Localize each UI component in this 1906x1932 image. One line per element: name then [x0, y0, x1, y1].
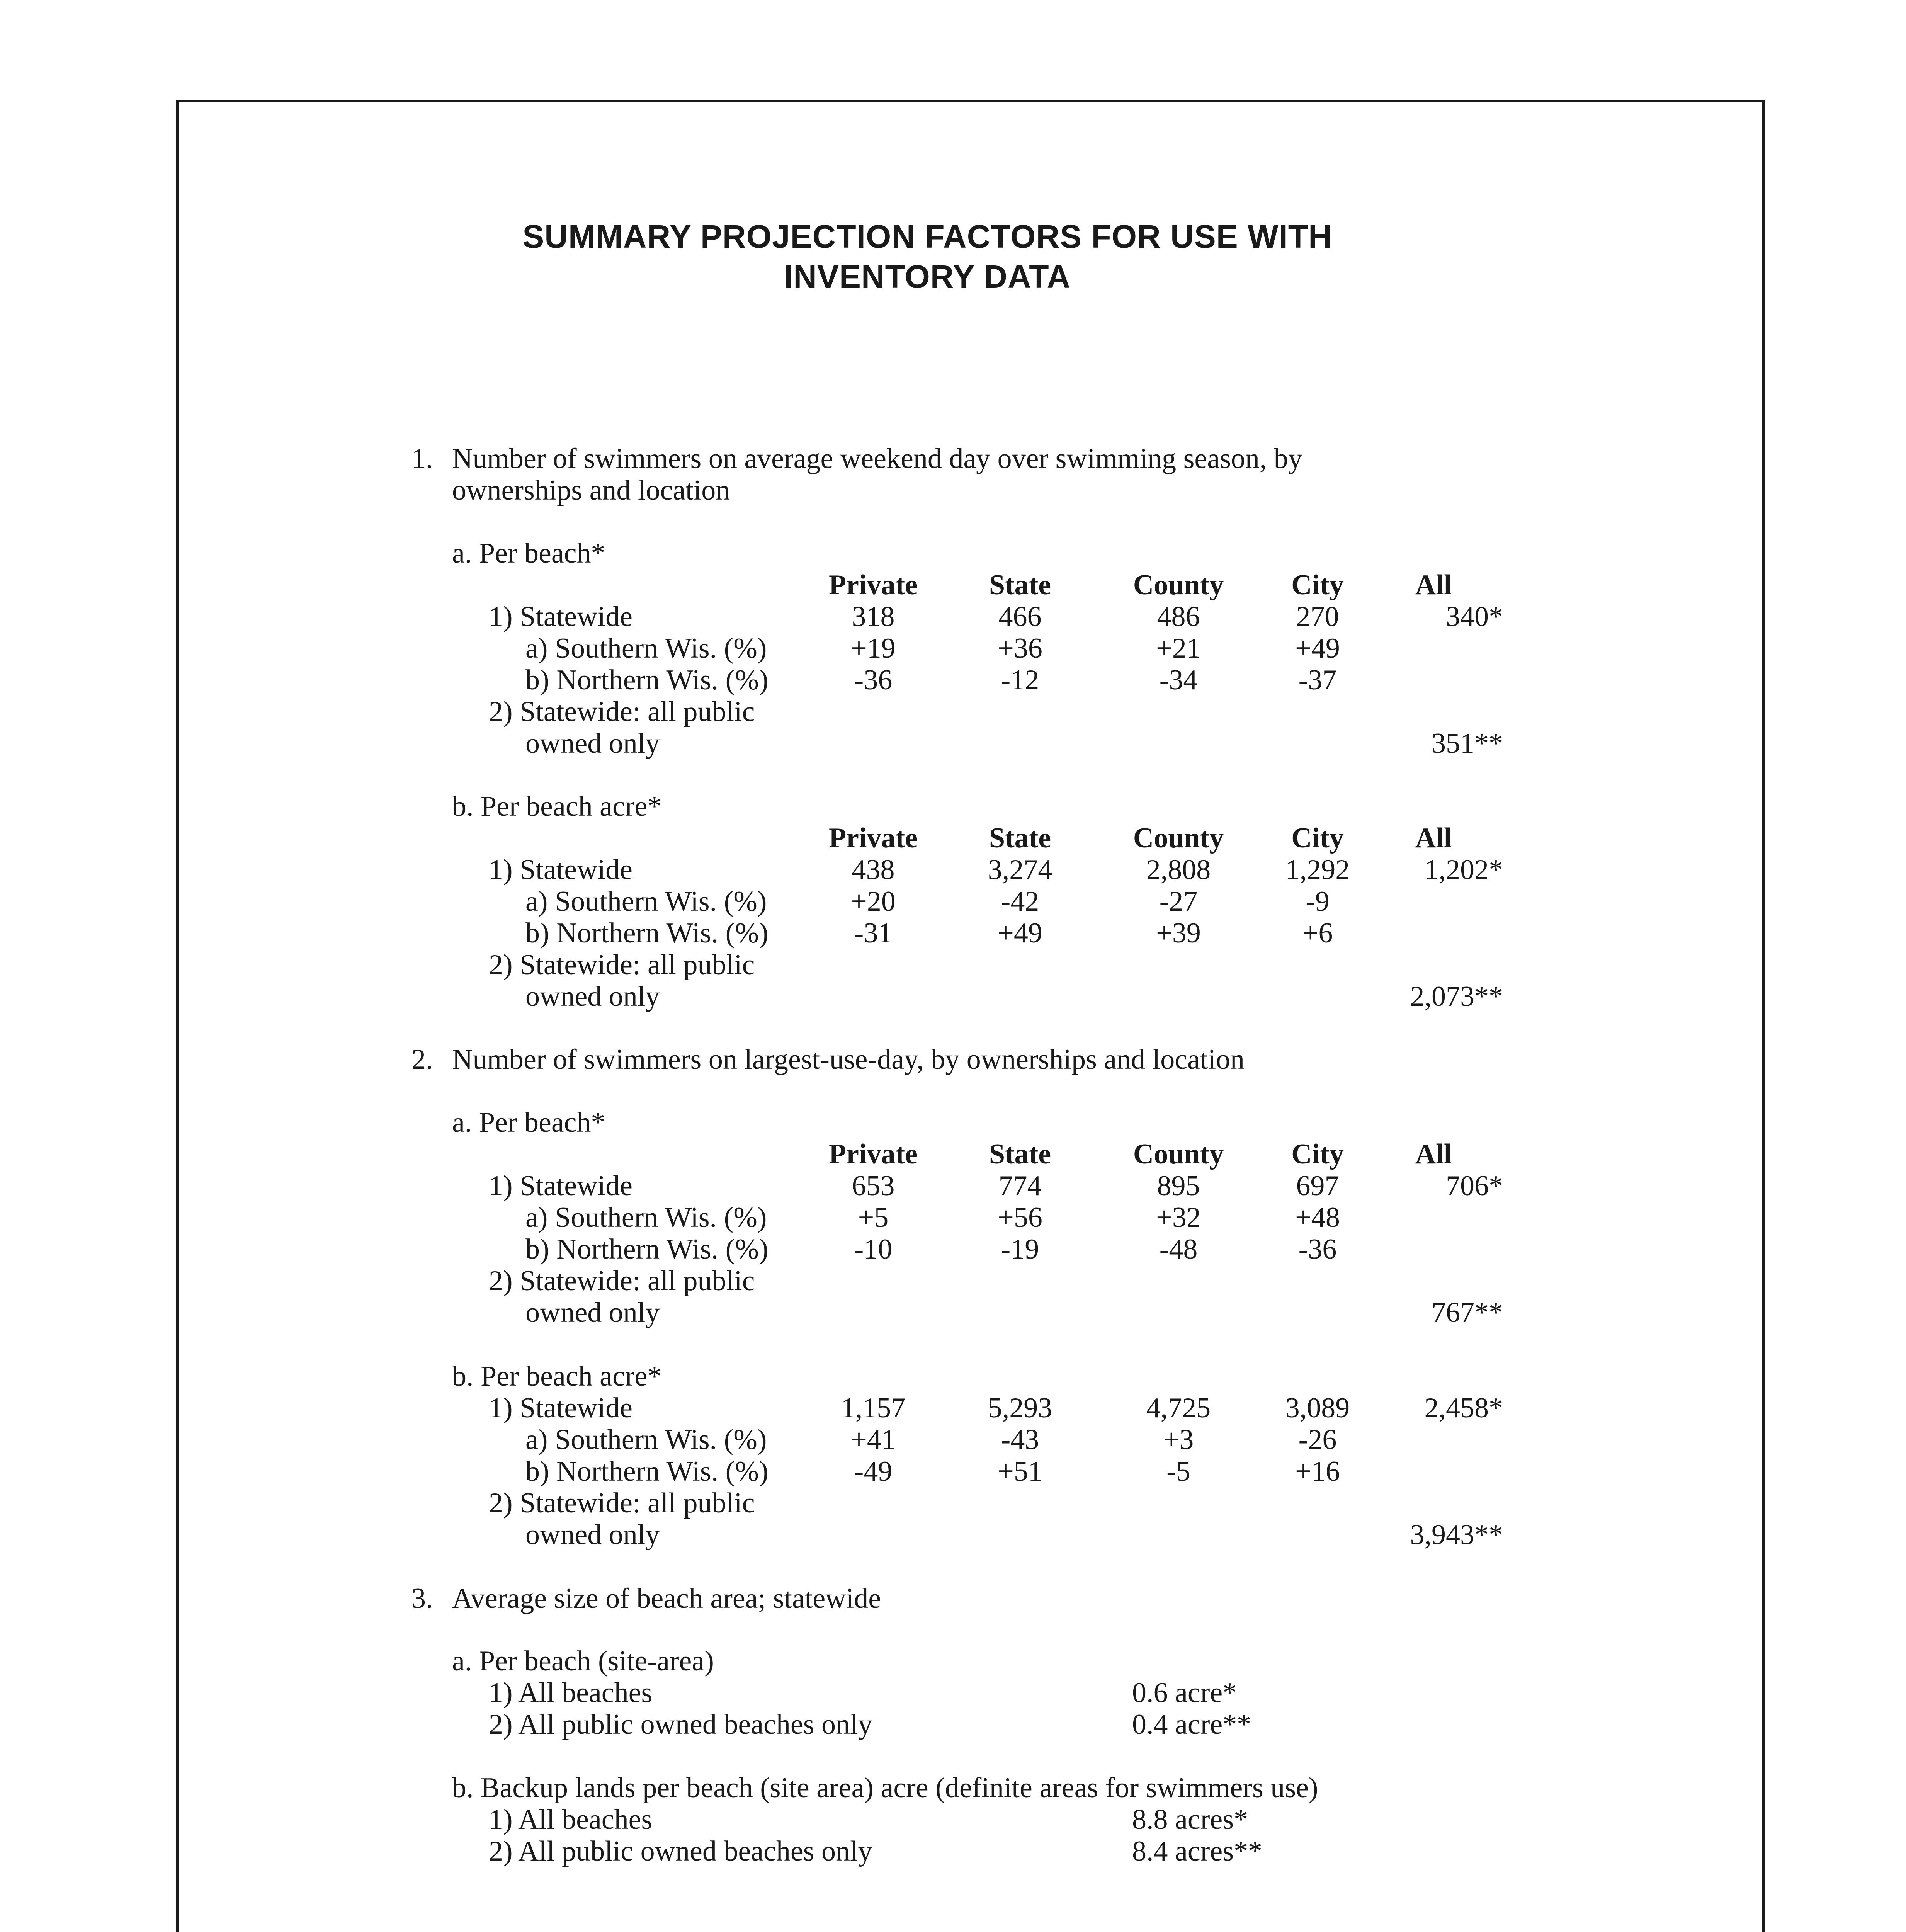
table-cell-all: 767** [1432, 1297, 1503, 1328]
table-cell: 318 [852, 601, 895, 633]
section-heading: Number of swimmers on average weekend day over swimming season, by [452, 443, 1302, 474]
table-cell: -34 [1159, 664, 1198, 696]
column-header: City [1291, 569, 1344, 601]
page-title [386, 216, 1468, 297]
row-label: b) Northern Wis. (%) [525, 917, 769, 949]
column-header: All [1415, 1138, 1452, 1170]
page-frame [176, 100, 1765, 1932]
table-cell-all: 340* [1446, 601, 1503, 633]
table-cell: 2,808 [1146, 854, 1211, 886]
table-cell: 8.4 acres** [1132, 1835, 1262, 1867]
column-header: All [1415, 822, 1452, 854]
table-cell: -9 [1306, 886, 1330, 917]
table-cell: -43 [1001, 1424, 1039, 1456]
row-label: owned only [525, 1297, 660, 1328]
section-number: 3. [411, 1583, 433, 1614]
row-label: 2) Statewide: all public [489, 1265, 755, 1297]
table-cell-all: 706* [1446, 1170, 1503, 1202]
table-cell: -42 [1001, 886, 1039, 917]
column-header: Private [828, 569, 918, 601]
subsection-label: b. Per beach acre* [452, 791, 662, 822]
table-cell: 3,274 [988, 854, 1052, 886]
column-header: All [1415, 569, 1452, 601]
table-cell: 1,157 [841, 1392, 906, 1424]
table-cell: +32 [1156, 1202, 1201, 1233]
table-cell: +49 [1295, 633, 1340, 664]
table-cell-all: 1,202* [1424, 854, 1503, 886]
column-header: State [989, 569, 1051, 601]
table-cell: 438 [852, 854, 895, 886]
row-label: 1) Statewide [489, 1392, 632, 1424]
subsection-label: b. Backup lands per beach (site area) acre (definite areas for swimmers use) [452, 1772, 1318, 1804]
table-cell: 5,293 [988, 1392, 1052, 1424]
row-label: a) Southern Wis. (%) [525, 1202, 767, 1233]
table-cell: -49 [854, 1456, 893, 1487]
table-cell: +21 [1156, 633, 1201, 664]
column-header: Private [828, 822, 918, 854]
row-label: 1) Statewide [489, 601, 632, 633]
row-label: owned only [525, 728, 660, 759]
table-cell: 1,292 [1285, 854, 1350, 886]
table-cell: +49 [998, 917, 1042, 949]
subsection-label: b. Per beach acre* [452, 1361, 662, 1392]
table-cell: -31 [854, 917, 893, 949]
table-cell-all: 2,073** [1410, 981, 1503, 1012]
table-cell: +16 [1295, 1456, 1340, 1487]
column-header: City [1291, 1138, 1344, 1170]
row-label: 1) All beaches [489, 1677, 653, 1709]
table-cell: 653 [852, 1170, 895, 1202]
column-header: County [1133, 822, 1224, 854]
table-cell: +41 [851, 1424, 896, 1456]
table-cell: -5 [1166, 1456, 1190, 1487]
title-line-1: SUMMARY PROJECTION FACTORS FOR USE WITH [522, 218, 1332, 255]
row-label: b) Northern Wis. (%) [525, 1233, 769, 1265]
row-label: 1) Statewide [489, 1170, 632, 1202]
row-label: owned only [525, 981, 660, 1012]
table-cell: 4,725 [1146, 1392, 1211, 1424]
table-cell-all: 351** [1432, 728, 1503, 759]
row-label: 2) Statewide: all public [489, 949, 755, 981]
column-header: State [989, 1138, 1051, 1170]
table-cell: 895 [1157, 1170, 1200, 1202]
row-label: 2) All public owned beaches only [489, 1709, 872, 1740]
subsection-label: a. Per beach (site-area) [452, 1645, 714, 1677]
column-header: City [1291, 822, 1344, 854]
table-cell: -12 [1001, 664, 1039, 696]
table-cell: +39 [1156, 917, 1201, 949]
table-cell: 0.6 acre* [1132, 1677, 1237, 1709]
row-label: 1) All beaches [489, 1804, 653, 1835]
table-cell-all: 2,458* [1424, 1392, 1503, 1424]
row-label: owned only [525, 1519, 660, 1551]
table-cell: 270 [1296, 601, 1339, 633]
row-label: a) Southern Wis. (%) [525, 1424, 767, 1456]
row-label: 2) Statewide: all public [489, 1487, 755, 1519]
table-cell: 774 [998, 1170, 1042, 1202]
row-label: b) Northern Wis. (%) [525, 664, 769, 696]
table-cell: +3 [1163, 1424, 1194, 1456]
table-cell-all: 3,943** [1410, 1519, 1503, 1551]
table-cell: 3,089 [1285, 1392, 1350, 1424]
table-cell: +51 [998, 1456, 1042, 1487]
section-heading: ownerships and location [452, 474, 730, 506]
column-header: Private [828, 1138, 918, 1170]
column-header: County [1133, 569, 1224, 601]
table-cell: 697 [1296, 1170, 1339, 1202]
table-cell: 8.8 acres* [1132, 1804, 1248, 1835]
table-cell: -27 [1159, 886, 1198, 917]
row-label: a) Southern Wis. (%) [525, 633, 767, 664]
row-label: 2) Statewide: all public [489, 696, 755, 728]
table-cell: -36 [1298, 1233, 1337, 1265]
table-cell: +20 [851, 886, 896, 917]
table-cell: 0.4 acre** [1132, 1709, 1251, 1740]
row-label: 2) All public owned beaches only [489, 1835, 872, 1867]
table-cell: -26 [1298, 1424, 1337, 1456]
column-header: State [989, 822, 1051, 854]
subsection-label: a. Per beach* [452, 537, 605, 569]
table-cell: +56 [998, 1202, 1042, 1233]
title-line-2: INVENTORY DATA [784, 259, 1071, 295]
table-cell: +5 [858, 1202, 889, 1233]
section-heading: Average size of beach area; statewide [452, 1583, 881, 1614]
table-cell: 486 [1157, 601, 1200, 633]
subsection-label: a. Per beach* [452, 1107, 605, 1138]
table-cell: +48 [1295, 1202, 1340, 1233]
table-cell: -48 [1159, 1233, 1198, 1265]
table-cell: -36 [854, 664, 893, 696]
section-number: 2. [411, 1044, 433, 1075]
table-cell: 466 [998, 601, 1042, 633]
column-header: County [1133, 1138, 1224, 1170]
table-cell: -19 [1001, 1233, 1039, 1265]
section-number: 1. [411, 443, 433, 474]
section-heading: Number of swimmers on largest-use-day, by ownerships and location [452, 1044, 1245, 1075]
table-cell: +6 [1302, 917, 1333, 949]
table-cell: +19 [851, 633, 896, 664]
table-cell: -10 [854, 1233, 893, 1265]
row-label: 1) Statewide [489, 854, 632, 886]
row-label: b) Northern Wis. (%) [525, 1456, 769, 1487]
table-cell: +36 [998, 633, 1042, 664]
row-label: a) Southern Wis. (%) [525, 886, 767, 917]
table-cell: -37 [1298, 664, 1337, 696]
